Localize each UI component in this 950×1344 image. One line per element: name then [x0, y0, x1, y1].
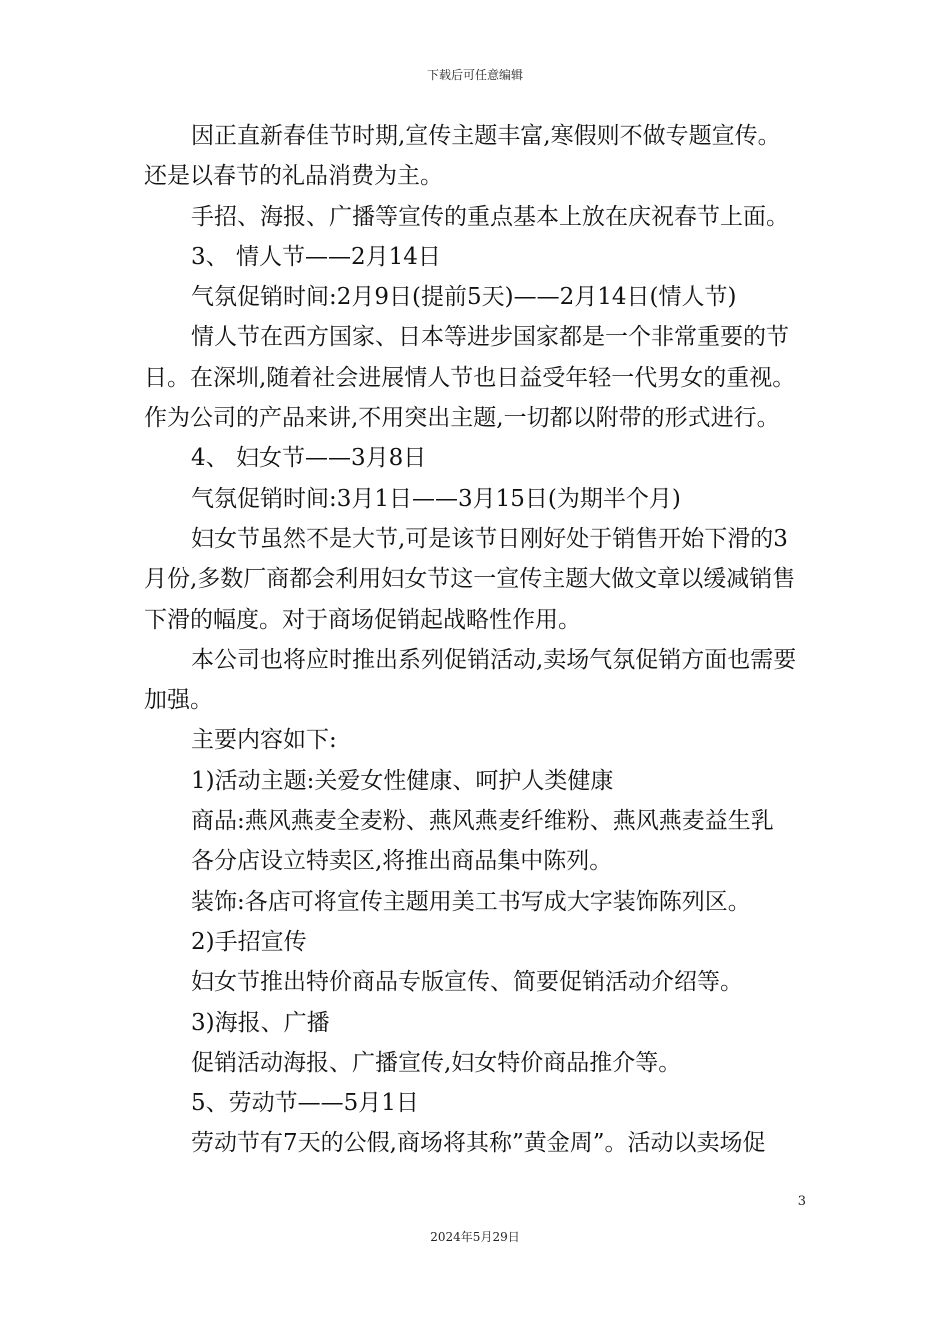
text-line: 本公司也将应时推出系列促销活动,卖场气氛促销方面也需要 [191, 646, 797, 673]
text-line: 2)手招宣传 [191, 928, 307, 955]
section-heading: 5、劳动节——5月1日 [191, 1090, 419, 1117]
text-line: 下滑的幅度。对于商场促销起战略性作用。 [144, 606, 581, 633]
text-line: 商品:燕风燕麦全麦粉、燕风燕麦纤维粉、燕风燕麦益生乳 [191, 808, 774, 835]
text-line: 作为公司的产品来讲,不用突出主题,一切都以附带的形式进行。 [144, 405, 780, 432]
text-line: 妇女节虽然不是大节,可是该节日刚好处于销售开始下滑的3 [191, 525, 788, 552]
text-line: 气氛促销时间:2月9日(提前5天)——2月14日(情人节) [191, 284, 737, 311]
text-line: 日。在深圳,随着社会进展情人节也日益受年轻一代男女的重视。 [144, 364, 796, 391]
section-heading: 4、 妇女节——3月8日 [191, 445, 427, 472]
page-footer-date: 2024年5月29日 [430, 1230, 520, 1244]
text-line: 还是以春节的礼品消费为主。 [144, 163, 443, 190]
text-line: 3)海报、广播 [191, 1009, 330, 1036]
text-line: 手招、海报、广播等宣传的重点基本上放在庆祝春节上面。 [191, 203, 789, 230]
text-line: 装饰:各店可将宣传主题用美工书写成大字装饰陈列区。 [191, 888, 751, 915]
text-line: 各分店设立特卖区,将推出商品集中陈列。 [191, 848, 613, 875]
document-body [144, 116, 816, 1164]
text-line: 劳动节有7天的公假,商场将其称”黄金周”。活动以卖场促 [191, 1130, 766, 1157]
text-line: 促销活动海报、广播宣传,妇女特价商品推介等。 [191, 1049, 682, 1076]
text-line: 主要内容如下: [191, 727, 337, 754]
text-line: 情人节在西方国家、日本等进步国家都是一个非常重要的节 [191, 324, 789, 351]
text-line: 气氛促销时间:3月1日——3月15日(为期半个月) [191, 485, 681, 512]
text-line: 妇女节推出特价商品专版宣传、简要促销活动介绍等。 [191, 969, 743, 996]
page-header: 下载后可任意编辑 [426, 68, 523, 82]
section-heading: 3、 情人节——2月14日 [191, 243, 441, 270]
text-line: 1)活动主题:关爱女性健康、呵护人类健康 [191, 767, 614, 794]
page-number: 3 [797, 1194, 806, 1209]
text-line: 加强。 [144, 687, 213, 714]
text-line: 月份,多数厂商都会利用妇女节这一宣传主题大做文章以缓减销售 [144, 566, 796, 593]
text-line: 因正直新春佳节时期,宣传主题丰富,寒假则不做专题宣传。 [191, 123, 781, 149]
